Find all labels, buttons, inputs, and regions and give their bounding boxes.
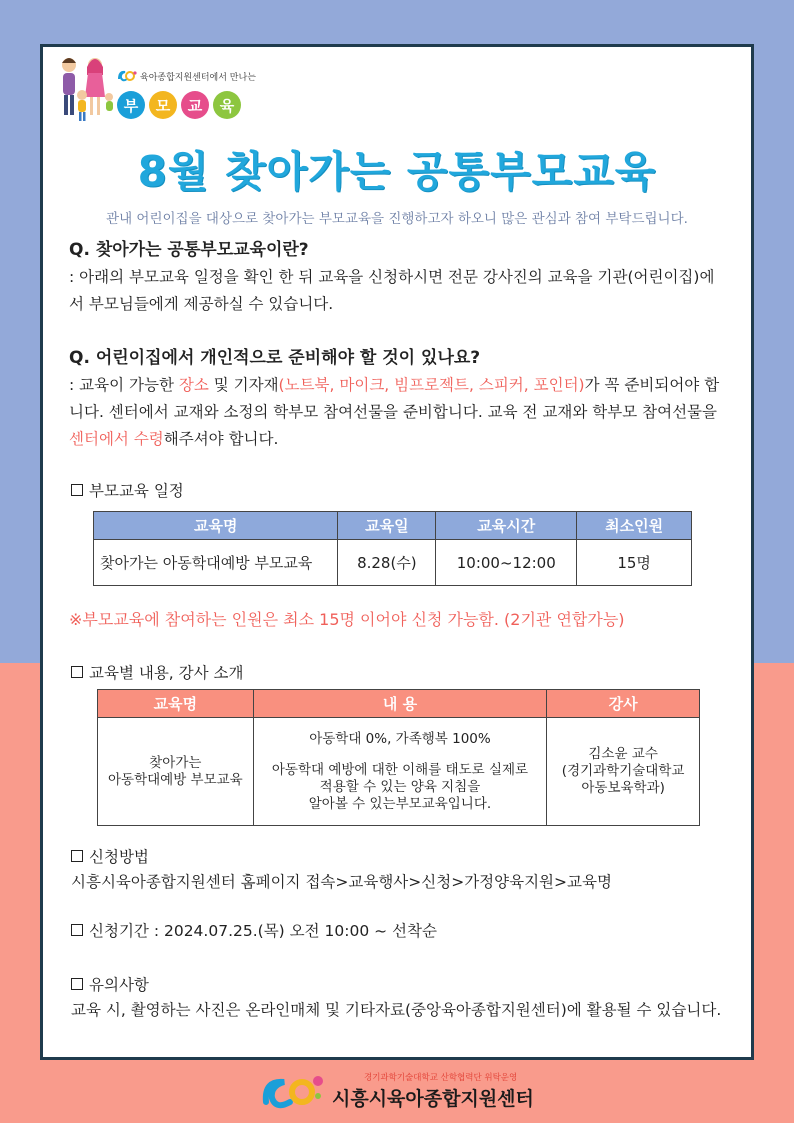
apply-method-heading-text: 신청방법 [89, 848, 149, 866]
poster-card [40, 44, 754, 1060]
schedule-heading [71, 479, 184, 501]
badge-bu: 부 [117, 91, 145, 119]
program-description-cell [253, 718, 547, 826]
footer-logo [260, 1066, 560, 1116]
table-cell: 10:00~12:00 [436, 540, 577, 586]
program-name-cell [98, 718, 254, 826]
highlight-pickup: 센터에서 수령 [69, 430, 164, 448]
center-logo-icon [260, 1072, 326, 1112]
table-cell: 15명 [577, 540, 692, 586]
program-name-line: 아동학대예방 부모교육 [108, 771, 243, 788]
apply-method-heading [71, 845, 149, 867]
answer-text: 가 꼭 준비되어야 합니다. 센터에서 교재와 소정의 학부모 참여선물을 준비합니다. 교육 전 교재와 학부모 참여선물을 [69, 376, 720, 421]
checkbox-square-icon [71, 666, 83, 678]
footer-center-name: 시흥시육아종합지원센터 [332, 1088, 534, 1110]
apply-period-text: 신청기간 : 2024.07.25.(목) 오전 10:00 ~ 선착순 [89, 922, 437, 940]
highlight-equipment: (노트북, 마이크, 빔프로젝트, 스피커, 포인터) [278, 376, 585, 394]
table-row [94, 540, 692, 586]
footer-operator-text: 경기과학기술대학교 산학협력단 위탁운영 [364, 1073, 518, 1083]
faq-question-2: Q. 어린이집에서 개인적으로 준비해야 할 것이 있나요? [69, 348, 481, 368]
table-cell: 찾아가는 아동학대예방 부모교육 [94, 540, 338, 586]
apply-method-text: 시흥시육아종합지원센터 홈페이지 접속>교육행사>신청>가정양육지원>교육명 [71, 873, 612, 891]
col-header: 강사 [547, 690, 700, 718]
answer-text: 및 기자재 [208, 376, 279, 394]
badge-mo: 모 [149, 91, 177, 119]
description-line: 적용할 수 있는 양육 지침을 [319, 778, 481, 795]
table-cell: 8.28(수) [338, 540, 436, 586]
col-header: 교육명 [98, 690, 254, 718]
col-header: 최소인원 [577, 512, 692, 540]
table-header-row [94, 512, 692, 540]
description-line: 아동학대 예방에 대한 이해를 태도로 실제로 [271, 761, 529, 778]
col-header: 내 용 [253, 690, 547, 718]
notes-text: 교육 시, 촬영하는 사진은 온라인매체 및 기타자료(중앙육아종합지원센터)에 활용될 수 있습니다. [71, 1001, 722, 1019]
apply-period [71, 919, 437, 941]
schedule-table [93, 511, 692, 586]
minimum-participants-notice: ※부모교육에 참여하는 인원은 최소 15명 이어야 신청 가능함. (2기관 연합가능) [69, 610, 625, 629]
answer-text: : 교육이 가능한 [69, 376, 179, 394]
checkbox-square-icon [71, 484, 83, 496]
faq-item-1 [69, 235, 729, 318]
org-tagline [117, 69, 256, 83]
content-heading-text: 교육별 내용, 강사 소개 [89, 664, 244, 682]
description-line: 알아볼 수 있는부모교육입니다. [308, 795, 492, 812]
checkbox-square-icon [71, 924, 83, 936]
lecturer-line: 아동보육학과) [581, 780, 665, 796]
notes-heading-text: 유의사항 [89, 976, 149, 994]
page-title: 8월 찾아가는 공통부모교육 [137, 147, 657, 196]
lecturer-line: 김소윤 교수 [588, 746, 658, 762]
faq-answer-1: : 아래의 부모교육 일정을 확인 한 뒤 교육을 신청하시면 전문 강사진의 교육을 기관(어린이집)에서 부모님들에게 제공하실 수 있습니다. [69, 268, 715, 313]
header-logo [55, 53, 285, 129]
answer-text: 해주셔야 합니다. [163, 430, 279, 448]
table-row [98, 718, 700, 826]
content-table [97, 689, 700, 826]
badge-gyo: 교 [181, 91, 209, 119]
faq-answer-2 [69, 372, 729, 453]
center-logo-icon [117, 69, 137, 83]
badge-yuk: 육 [213, 91, 241, 119]
highlight-venue: 장소 [178, 376, 209, 394]
org-tagline-text: 육아종합지원센터에서 만나는 [140, 72, 256, 83]
description-line: 아동학대 0%, 가족행복 100% [309, 730, 491, 747]
checkbox-square-icon [71, 850, 83, 862]
col-header: 교육시간 [436, 512, 577, 540]
lecturer-cell [547, 718, 700, 826]
content-heading [71, 661, 243, 683]
page-subtitle: 관내 어린이집을 대상으로 찾아가는 부모교육을 진행하고자 하오니 많은 관심과 참여 부탁드립니다. [106, 211, 688, 227]
family-illustration-icon [55, 53, 115, 123]
col-header: 교육일 [338, 512, 436, 540]
program-name-line: 찾아가는 [149, 754, 202, 771]
col-header: 교육명 [94, 512, 338, 540]
program-badges [117, 91, 241, 119]
notes-heading [71, 973, 149, 995]
checkbox-square-icon [71, 978, 83, 990]
faq-item-2 [69, 343, 729, 453]
faq-question-1: Q. 찾아가는 공통부모교육이란? [69, 240, 309, 260]
schedule-heading-text: 부모교육 일정 [89, 482, 184, 500]
table-header-row [98, 690, 700, 718]
lecturer-line: (경기과학기술대학교 [561, 763, 685, 779]
